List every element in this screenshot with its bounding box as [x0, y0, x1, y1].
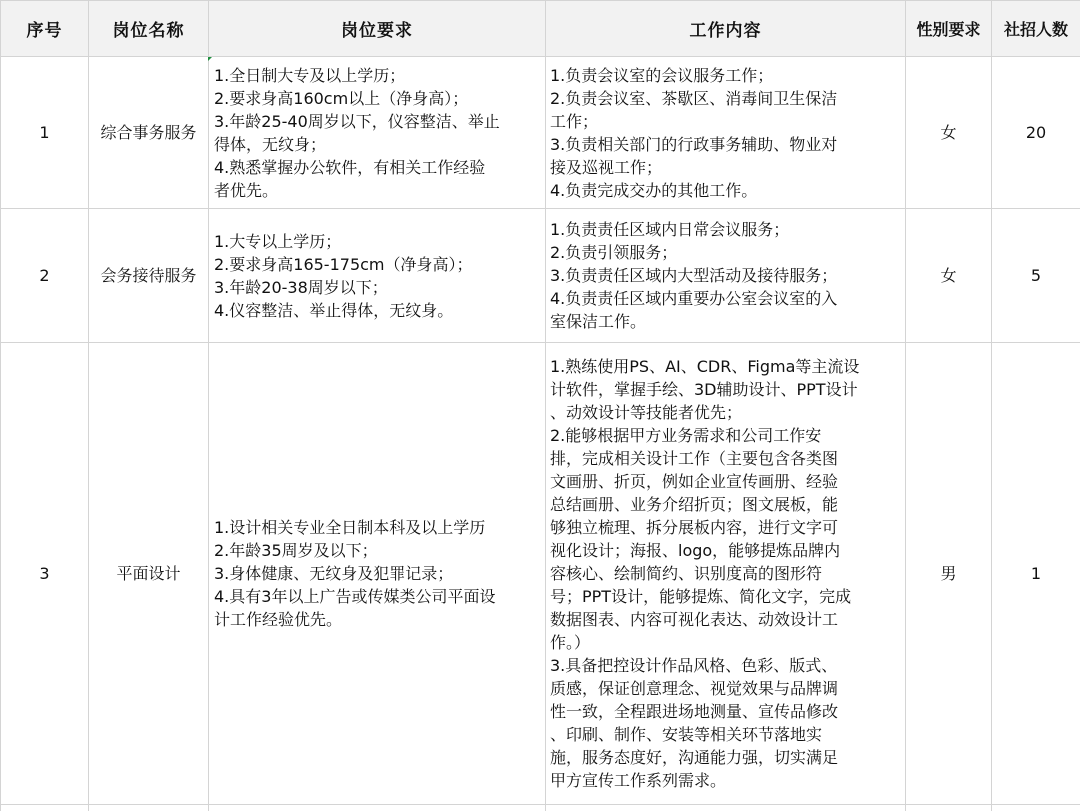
header-count[interactable]: 社招人数 — [992, 1, 1080, 57]
requirement-line: 3.年龄25-40周岁以下，仪容整洁、举止 — [214, 110, 545, 133]
content-line: 2.负责会议室、茶歇区、消毒间卫生保洁 — [550, 87, 905, 110]
content-line: 容核心、绘制简约、识别度高的图形符 — [550, 562, 905, 585]
content-line: 排，完成相关设计工作（主要包含各类图 — [550, 447, 905, 470]
content-line: 3.负责相关部门的行政事务辅助、物业对 — [550, 133, 905, 156]
content-line: 2.能够根据甲方业务需求和公司工作安 — [550, 424, 905, 447]
content-line: 计软件，掌握手绘、3D辅助设计、PPT设计 — [550, 378, 905, 401]
content-line: 工作； — [550, 110, 905, 133]
content-line: 接及巡视工作； — [550, 156, 905, 179]
content-line: 号；PPT设计，能够提炼、简化文字，完成 — [550, 585, 905, 608]
requirement-line: 1.大专以上学历； — [214, 230, 545, 253]
content-line: 文画册、折页，例如企业宣传画册、经验 — [550, 470, 905, 493]
content-line: 3.负责责任区域内大型活动及接待服务； — [550, 264, 905, 287]
requirement-line: 1.全日制大专及以上学历； — [214, 64, 545, 87]
cell-seq[interactable]: 2 — [1, 209, 89, 343]
cell-content[interactable] — [546, 57, 906, 209]
content-line: 质感，保证创意理念、视觉效果与品牌调 — [550, 677, 905, 700]
content-line: 2.负责引领服务； — [550, 241, 905, 264]
requirement-line: 3.年龄20-38周岁以下； — [214, 276, 545, 299]
requirement-line: 者优先。 — [214, 179, 545, 202]
content-line: 施，服务态度好，沟通能力强，切实满足 — [550, 746, 905, 769]
requirement-line: 2.要求身高160cm以上（净身高）； — [214, 87, 545, 110]
header-row — [1, 1, 1080, 57]
cell-gender[interactable]: 女 — [906, 57, 992, 209]
content-line: 性一致，全程跟进场地测量、宣传品修改 — [550, 700, 905, 723]
requirement-line: 4.具有3年以上广告或传媒类公司平面设 — [214, 585, 545, 608]
cell-seq[interactable]: 1 — [1, 57, 89, 209]
cell-seq[interactable]: 3 — [1, 343, 89, 805]
cell-requirements[interactable] — [209, 343, 546, 805]
table-row — [1, 57, 1080, 209]
content-line: 数据图表、内容可视化表达、动效设计工 — [550, 608, 905, 631]
cell-position[interactable]: 平面设计 — [89, 343, 209, 805]
header-requirements[interactable]: 岗位要求 — [209, 1, 546, 57]
content-line: 甲方宣传工作系列需求。 — [550, 769, 905, 792]
content-line: 3.具备把控设计作品风格、色彩、版式、 — [550, 654, 905, 677]
requirement-line: 4.仪容整洁、举止得体，无纹身。 — [214, 299, 545, 322]
cell-content[interactable] — [546, 343, 906, 805]
requirement-line: 4.熟悉掌握办公软件，有相关工作经验 — [214, 156, 545, 179]
cell-position[interactable]: 会务接待服务 — [89, 209, 209, 343]
cell-count[interactable]: 1 — [992, 343, 1080, 805]
content-line: 1.负责责任区域内日常会议服务； — [550, 218, 905, 241]
next-row-edge — [1, 805, 1080, 811]
cell-gender[interactable]: 男 — [906, 343, 992, 805]
content-line: 1.熟练使用PS、AI、CDR、Figma等主流设 — [550, 355, 905, 378]
content-line: 、动效设计等技能者优先； — [550, 401, 905, 424]
header-position[interactable]: 岗位名称 — [89, 1, 209, 57]
cell-gender[interactable]: 女 — [906, 209, 992, 343]
content-line: 总结画册、业务介绍折页；图文展板，能 — [550, 493, 905, 516]
cell-count[interactable]: 20 — [992, 57, 1080, 209]
header-content[interactable]: 工作内容 — [546, 1, 906, 57]
content-line: 4.负责责任区域内重要办公室会议室的入 — [550, 287, 905, 310]
content-line: 作。） — [550, 631, 905, 654]
cell-requirements[interactable] — [209, 209, 546, 343]
table-row — [1, 209, 1080, 343]
cell-count[interactable]: 5 — [992, 209, 1080, 343]
requirement-line: 3.身体健康、无纹身及犯罪记录； — [214, 562, 545, 585]
requirement-line: 得体，无纹身； — [214, 133, 545, 156]
content-line: 视化设计；海报、logo，能够提炼品牌内 — [550, 539, 905, 562]
content-line: 室保洁工作。 — [550, 310, 905, 333]
content-line: 、印刷、制作、安装等相关环节落地实 — [550, 723, 905, 746]
cell-requirements[interactable] — [209, 57, 546, 209]
cell-content[interactable] — [546, 209, 906, 343]
header-gender[interactable]: 性别要求 — [906, 1, 992, 57]
content-line: 1.负责会议室的会议服务工作； — [550, 64, 905, 87]
cell-position[interactable]: 综合事务服务 — [89, 57, 209, 209]
content-line: 够独立梳理、拆分展板内容，进行文字可 — [550, 516, 905, 539]
content-line: 4.负责完成交办的其他工作。 — [550, 179, 905, 202]
requirement-line: 2.年龄35周岁及以下； — [214, 539, 545, 562]
requirement-line: 2.要求身高165-175cm（净身高）； — [214, 253, 545, 276]
requirement-line: 计工作经验优先。 — [214, 608, 545, 631]
requirement-line: 1.设计相关专业全日制本科及以上学历 — [214, 516, 545, 539]
header-seq[interactable]: 序号 — [1, 1, 89, 57]
cell-comment-marker — [208, 57, 212, 61]
table-row — [1, 343, 1080, 805]
